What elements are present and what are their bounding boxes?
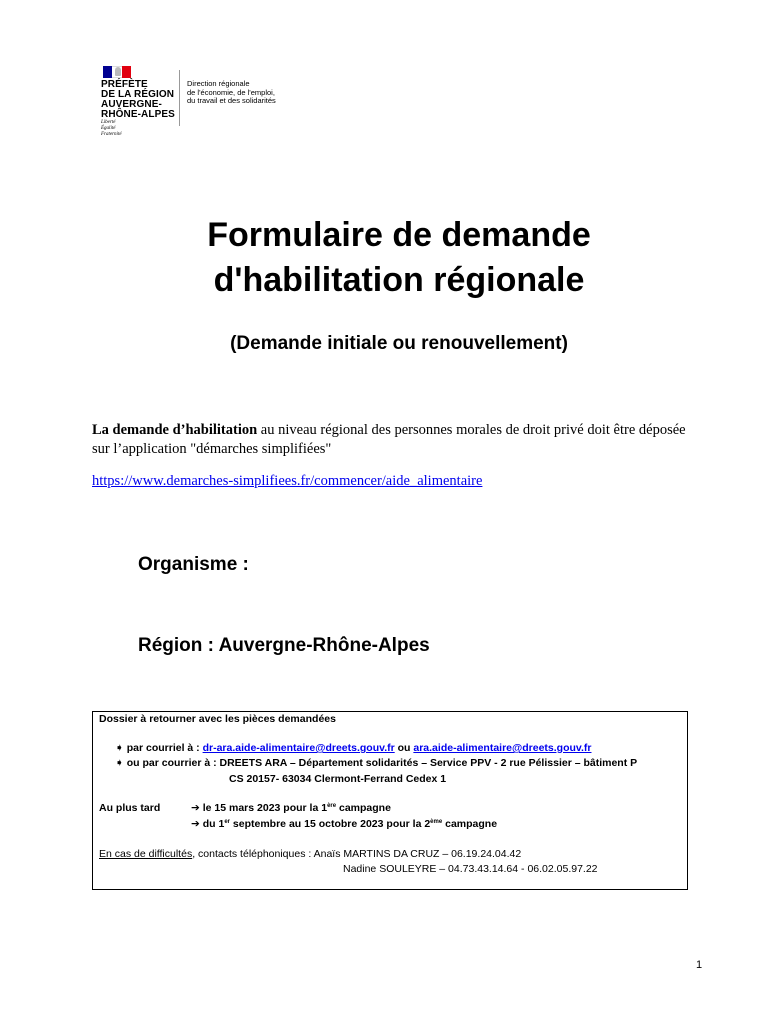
deadline-1-post: campagne [336, 802, 391, 814]
submission-info-box [92, 711, 688, 890]
prefecture-logo [95, 64, 285, 140]
region-label: Région : Auvergne-Rhône-Alpes [138, 635, 430, 656]
difficulty-contact-2: Nadine SOULEYRE – 04.73.43.14.64 - 06.02.05.97.22 [343, 863, 598, 875]
marianne-icon [115, 67, 121, 76]
bullet-icon: ➧ [115, 757, 124, 769]
arrow-right-icon: ➔ [191, 818, 200, 830]
prefecture-name [101, 80, 175, 120]
document-title [0, 213, 770, 303]
deadline-2-mid: septembre au 15 octobre 2023 pour la 2 [230, 818, 431, 830]
direction-line: Direction régionale [187, 79, 250, 88]
motto-line: Liberté [101, 120, 116, 125]
prefecture-line: RHÔNE-ALPES [101, 109, 175, 120]
deadline-2 [191, 818, 497, 831]
email-link-2[interactable]: ara.aide-alimentaire@dreets.gouv.fr [413, 742, 592, 754]
organisme-label: Organisme : [138, 554, 249, 575]
intro-rest: au niveau régional des personnes morales de droit privé doit être déposée sur l’application "démarches simplifiées" [92, 422, 686, 457]
prefecture-line: AUVERGNE- [101, 99, 162, 110]
deadline-2-text: du 1 [202, 818, 225, 830]
demarches-link[interactable]: https://www.demarches-simplifiees.fr/commencer/aide_alimentaire [92, 473, 483, 489]
deadline-1 [191, 802, 391, 815]
direction-name [187, 80, 276, 106]
difficulty-label: En cas de difficultés [99, 848, 193, 860]
page-number: 1 [696, 959, 703, 971]
difficulty-line [99, 848, 521, 861]
deadline-label: Au plus tard [99, 802, 161, 814]
motto-line: Égalité [101, 126, 116, 131]
title-line-2: d'habilitation régionale [213, 261, 585, 299]
email-prefix: par courriel à : [126, 742, 203, 754]
logo-divider [179, 70, 180, 126]
deadline-2-sup-1: er [224, 819, 230, 825]
deadline-2-sup-2: ème [430, 819, 443, 825]
direction-line: de l'économie, de l'emploi, [187, 87, 275, 97]
mail-line-2: CS 20157- 63034 Clermont-Ferrand Cedex 1 [229, 773, 447, 785]
deadline-1-sup: ère [327, 803, 337, 809]
email-link-1[interactable]: dr-ara.aide-alimentaire@dreets.gouv.fr [202, 742, 395, 754]
document-subtitle: (Demande initiale ou renouvellement) [230, 333, 568, 354]
mail-line-1 [115, 757, 637, 770]
email-line [115, 742, 591, 755]
arrow-right-icon: ➔ [191, 802, 200, 814]
motto-line: Fraternité [101, 132, 122, 137]
box-heading: Dossier à retourner avec les pièces demandées [99, 713, 336, 725]
bullet-icon: ➧ [115, 742, 124, 754]
intro-paragraph [92, 421, 692, 459]
prefecture-line: PRÉFÈTE [101, 79, 148, 90]
title-line-1: Formulaire de demande [207, 216, 591, 254]
intro-bold: La demande d’habilitation [92, 422, 258, 438]
mail-address-1: ou par courrier à : DREETS ARA – Département solidarités – Service PPV - 2 rue Pélissier – bâtiment P [126, 757, 638, 769]
difficulty-contact-1: , contacts téléphoniques : Anaïs MARTINS DA CRUZ – 06.19.24.04.42 [192, 848, 522, 860]
direction-line: du travail et des solidarités [187, 96, 276, 105]
deadline-2-post: campagne [442, 818, 498, 830]
email-or: ou [394, 742, 414, 754]
prefecture-line: DE LA RÉGION [101, 89, 175, 100]
republic-motto [101, 120, 122, 138]
deadline-1-text: le 15 mars 2023 pour la 1 [202, 802, 328, 814]
